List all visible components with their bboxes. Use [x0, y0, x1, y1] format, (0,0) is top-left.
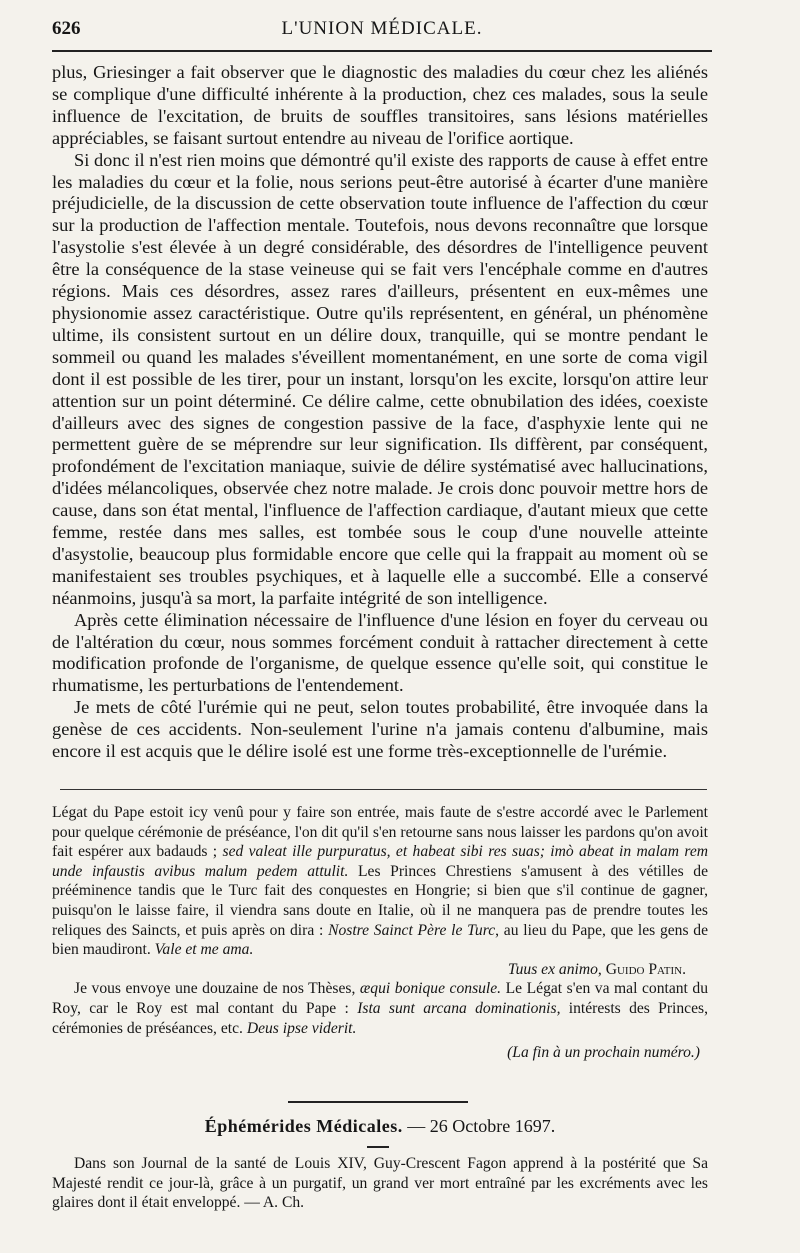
letter-text: Le Légat s'en va mal contant du Roy, car le Roy est mal contant du Pape : — [52, 980, 709, 1017]
continuation-note: (La fin à un prochain numéro.) — [507, 1044, 700, 1062]
latin-quote: æqui bonique consule. — [359, 980, 502, 998]
article-paragraph: Après cette élimination nécessaire de l'influence d'une lésion en foyer du cerveau ou de l'altération du cœur, nous sommes forcément conduit à rattacher directement à cette modification profonde de l'organisme, de quelque essence qu'elle soit, qui constitue le rhumatisme, les perturbations de l'entendement. — [52, 609, 708, 696]
letter-excerpt — [52, 803, 708, 1063]
letter-text: intérests des Princes, cérémonies de préséances, etc. — [52, 999, 708, 1037]
letter-paragraph — [52, 979, 708, 1038]
latin-quote: Ista sunt arcana dominationis, — [357, 999, 561, 1017]
page-number: 626 — [52, 18, 81, 39]
page-header — [52, 18, 712, 46]
article-paragraph: plus, Griesinger a fait observer que le diagnostic des maladies du cœur chez les aliénés se complique d'une difficulté inhérente à la production, chez ces malades, sous la seule influence de l'excitation, de bruits de souffles transitoires, sans lésions matérielles appréciables, se faisant surtout entendre au niveau de l'orifice aortique. — [52, 62, 708, 148]
section-end-rule — [288, 1101, 468, 1103]
journal-title: L'UNION MÉDICALE. — [281, 18, 483, 39]
signature-name: , Guido Patin. — [597, 960, 686, 978]
letter-text: Je vous envoye une douzaine de nos Thèses, — [74, 980, 360, 998]
header-rule — [52, 50, 712, 52]
section-divider — [60, 789, 707, 790]
signature-italic: Tuus ex animo — [507, 960, 598, 978]
letter-text: Légat du Pape estoit icy venû pour y faire son entrée, mais faute de s'estre accordé avec le Parlement pour quelque cérémonie de préséance, l'on dit qu'il s'en retourne sans nous laisser les pardons qu'on avoit fait espérer aux badauds ; — [52, 804, 708, 861]
letter-text: Les Princes Chrestiens s'amusent à des vétilles de prééminence tandis que le Turc fait des conquestes en Hongrie; si bien que s'il continue de gagner, puisqu'on le laisse faire, il viendra sans doute en Italie, où il ne manquera pas de prendre toutes les reliques des Saincts, et puis après on dira : — [52, 862, 708, 939]
latin-quote: sed valeat ille purpuratus, et habeat sibi res suas; imò abeat in malam rem unde infaustis avibus malum pedem attulit. — [52, 843, 708, 880]
italic-quote: Nostre Sainct Père le Turc — [328, 921, 496, 939]
ephemerides-date: — 26 Octobre 1697. — [402, 1116, 556, 1136]
letter-text: , au lieu du Pape, que les gens de bien maudiront. — [52, 921, 708, 959]
ephemerides-heading — [52, 1116, 708, 1137]
latin-quote: Deus ipse viderit. — [246, 1019, 357, 1037]
closing-salutation: Vale et me ama. — [154, 941, 254, 959]
ephemerides-text: Dans son Journal de la santé de Louis XIV, Guy-Crescent Fagon apprend à la postérité que Sa Majesté rendit ce jour-là, grâce à un purgatif, un grand ver mort entraîné par les excréments avec les glaires dont il était enveloppé. — A. Ch. — [52, 1155, 708, 1212]
ephemerides-body — [52, 1154, 708, 1213]
article-paragraph: Je mets de côté l'urémie qui ne peut, selon toutes probabilité, être invoquée dans la genèse de ces accidents. Non-seulement l'urine n'a jamais contenu d'albumine, mais encore il est acquis que le délire isolé est une forme très-exceptionnelle de l'urémie. — [52, 697, 708, 762]
heading-rule — [367, 1146, 389, 1148]
ephemerides-title: Éphémérides Médicales. — [204, 1116, 403, 1136]
article-paragraph: Si donc il n'est rien moins que démontré qu'il existe des rapports de cause à effet entre les maladies du cœur et la folie, nous serions peut-être autorisé à écarter d'une manière préjudicielle, de la discussion de cette observation toute influence de l'affection du cœur sur la production de l'affection mentale. Toutefois, nous devons reconnaître que lorsque l'asystolie s'est élevée à un degré considérable, des désordres de l'intelligence peuvent être la conséquence de la stase veineuse qui se fait vers l'encéphale comme en d'autres régions. Mais ces désordres, assez rares d'ailleurs, présentent en eux-mêmes une physionomie assez caractéristique. Outre qu'ils représentent, en général, un phénomène ultime, ils consistent surtout en un délire doux, tranquille, qui se montre pendant le sommeil ou quand les malades s'éveillent momentanément, en une sorte de coma vigil dont il est possible de les tirer, pour un instant, lorsqu'on les excite, lorsqu'on attire leur attention sur un point déterminé. Ce délire calme, cette obnubilation des idées, coexiste d'ailleurs avec des signes de congestion passive de la face, d'asphyxie lente qui ne permettent guère de se méprendre sur leur signification. Ils diffèrent, par conséquent, profondément de l'excitation maniaque, suivie de délire systématisé avec hallucinations, d'idées mélancoliques, observée chez notre malade. Je crois donc pouvoir mettre hors de cause, dans son état mental, l'influence de l'affection cardiaque, d'autant mieux que cette femme, restée dans mes salles, est tombée sous le coup d'une nouvelle atteinte d'asystolie, beaucoup plus formidable encore que celle qui la frappait au moment où se manifestaient ses troubles psychiques, et à laquelle elle a succombé. Elle a conservé néanmoins, jusqu'à sa mort, la parfaite intégrité de son intelligence. — [52, 149, 708, 608]
letter-paragraph — [52, 803, 708, 960]
letter-signature — [52, 960, 708, 980]
article-body — [52, 62, 708, 763]
